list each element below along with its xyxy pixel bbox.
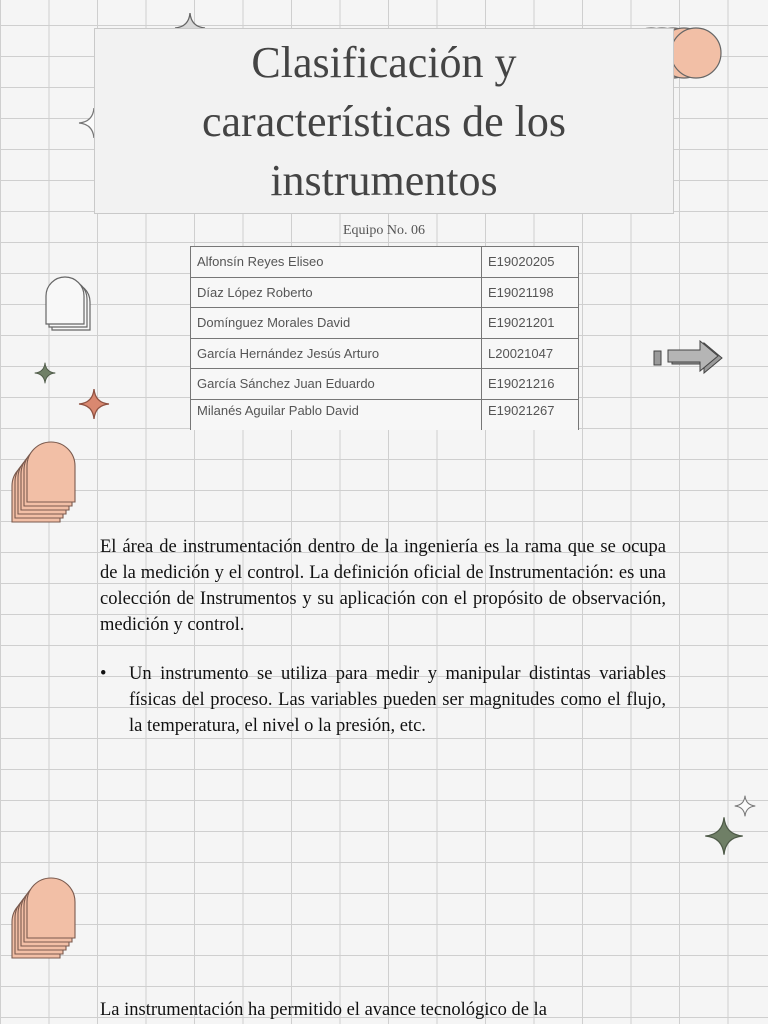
member-code: E19021198 <box>482 277 579 308</box>
team-label: Equipo No. 06 <box>342 223 426 238</box>
member-code: E19021201 <box>482 308 579 339</box>
member-name: Milanés Aguilar Pablo David <box>191 399 482 430</box>
members-table <box>190 246 579 430</box>
list-item: • Un instrumento se utiliza para medir y manipular distintas variables físicas del proceso. Las variables pueden ser magnitudes como el flujo, la temperatura, el nivel o la presión, etc. <box>100 661 666 739</box>
title-box <box>94 28 674 214</box>
member-code: L20021047 <box>482 338 579 369</box>
table-row <box>191 247 579 278</box>
member-code: E19020205 <box>482 247 579 278</box>
table-row <box>191 338 579 369</box>
member-code: E19021267 <box>482 399 579 430</box>
arch-stack-icon <box>42 274 98 336</box>
bullet-list <box>100 661 666 739</box>
sparkle-icon <box>78 388 110 420</box>
member-name: Domínguez Morales David <box>191 308 482 339</box>
arch-stack-icon <box>8 874 80 964</box>
intro-paragraph: El área de instrumentación dentro de la ingeniería es la rama que se ocupa de la medición y el control. La definición oficial de Instrumentación: es una colección de Instrumentos y su aplicación con el propósito de observación, medición y control. <box>100 537 666 635</box>
member-name: García Sánchez Juan Eduardo <box>191 369 482 400</box>
table-row <box>191 277 579 308</box>
sparkle-icon <box>734 795 756 817</box>
member-code: E19021216 <box>482 369 579 400</box>
table-row <box>191 308 579 339</box>
arch-stack-icon <box>8 440 80 528</box>
member-name: García Hernández Jesús Arturo <box>191 338 482 369</box>
member-name: Díaz López Roberto <box>191 277 482 308</box>
member-name: Alfonsín Reyes Eliseo <box>191 247 482 278</box>
table-row <box>191 369 579 400</box>
sparkle-icon <box>34 362 56 384</box>
sparkle-icon <box>704 816 744 856</box>
table-row <box>191 399 579 430</box>
arrow-right-icon <box>652 340 726 376</box>
page-title: Clasificación y características de los instrumentos <box>201 37 567 205</box>
closing-paragraph: La instrumentación ha permitido el avance tecnológico de la <box>100 1000 547 1020</box>
